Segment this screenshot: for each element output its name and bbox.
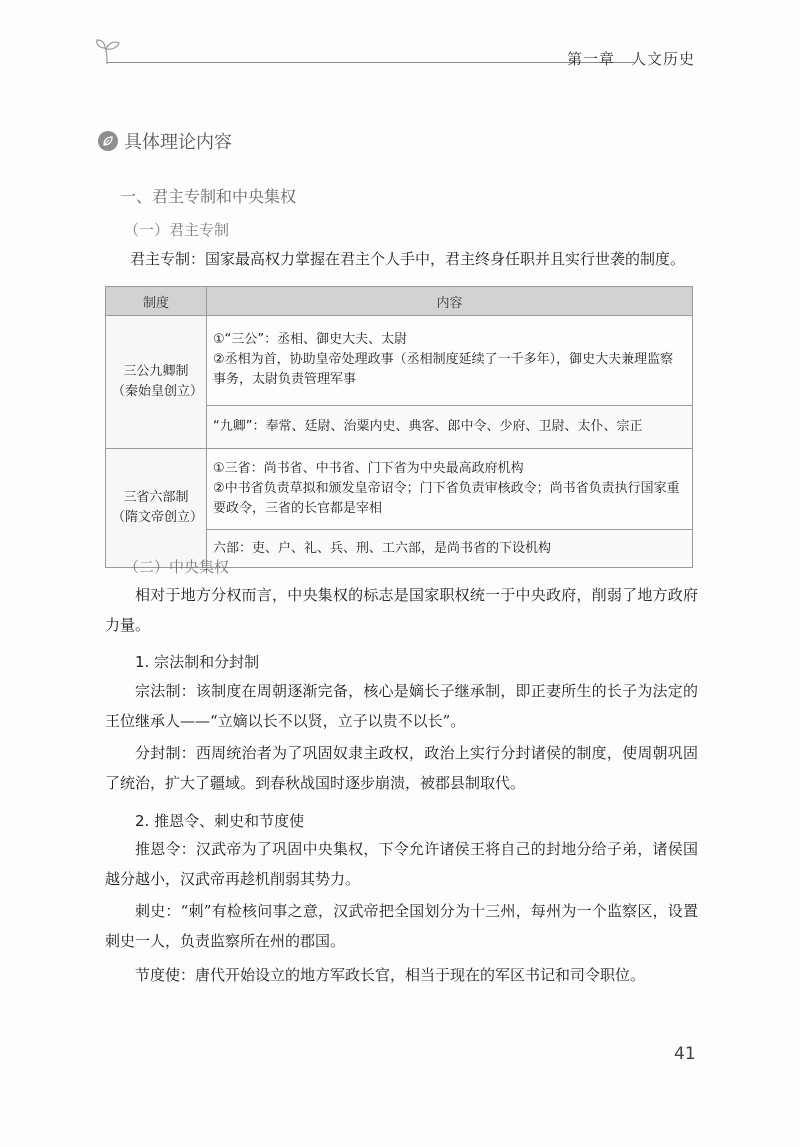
system-name: 三公九卿制: [123, 364, 189, 379]
paragraph-fenfeng: 分封制：西周统治者为了巩固奴隶主政权，政治上实行分封诸侯的制度，使周朝巩固了统治，扩大了疆域。到春秋战国时逐步崩溃，被郡县制取代。: [105, 744, 698, 792]
table-row: [106, 449, 693, 530]
subheading-centralization: （二）中央集权: [124, 558, 230, 576]
paragraph-cishi: 刺史：“刺”有检核问事之意，汉武帝把全国划分为十三州，每州为一个监察区，设置刺史一人，负责监察所在州的郡国。: [105, 902, 698, 950]
system-founder: （隋文帝创立）: [112, 510, 204, 525]
heading-tuien-cishi-jiedushi: 2. 推恩令、刺史和节度使: [135, 812, 305, 830]
page-number: 41: [674, 1044, 696, 1064]
header-rule: [107, 62, 635, 63]
table-header-system: 制度: [106, 287, 207, 316]
system-cell: [106, 449, 207, 568]
content-line: ①“三公”：丞相、御史大夫、太尉: [213, 332, 408, 348]
content-cell: [207, 316, 693, 406]
paragraph-monarchy-definition: 君主专制：国家最高权力掌握在君主个人手中，君主终身任职并且实行世袭的制度。: [130, 250, 686, 268]
content-line: ②丞相为首，协助皇帝处理政事（丞相制度延续了一千多年），御史大夫兼理监察事务，太尉负责管理军事: [213, 352, 674, 388]
content-cell: [207, 530, 693, 568]
paragraph-jiedushi: 节度使：唐代开始设立的地方军政长官，相当于现在的军区书记和司令职位。: [135, 966, 646, 984]
page-header: [95, 34, 695, 74]
chapter-title: 人文历史: [630, 50, 695, 68]
heading-zongfa-fenfeng: 1. 宗法制和分封制: [135, 653, 260, 671]
table-header-row: [106, 287, 693, 316]
section-heading: [98, 128, 232, 154]
system-founder: （秦始皇创立）: [112, 384, 204, 399]
heading-monarchy-centralization: 一、君主专制和中央集权: [120, 187, 297, 206]
section-title: 具体理论内容: [124, 132, 232, 153]
content-line: ①三省：尚书省、中书省、门下省为中央最高政府机构: [213, 461, 524, 477]
table-header-content: 内容: [207, 287, 693, 316]
content-cell: [207, 449, 693, 530]
subheading-monarchy: （一）君主专制: [124, 221, 230, 239]
table-row: [106, 316, 693, 406]
paragraph-centralization: 相对于地方分权而言，中央集权的标志是国家职权统一于中央政府，削弱了地方政府力量。: [105, 586, 698, 634]
content-cell: [207, 405, 693, 448]
system-cell: [106, 316, 207, 449]
paragraph-zongfa: 宗法制：该制度在周朝逐渐完备，核心是嫡长子继承制，即正妻所生的长子为法定的王位继承人——“立嫡以长不以贤，立子以贵不以长”。: [105, 682, 698, 730]
content-line: ②中书省负责草拟和颁发皇帝诏令；门下省负责审核政令；尚书省负责执行国家重要政令，三省的长官都是宰相: [213, 481, 680, 517]
paragraph-tuien: 推恩令：汉武帝为了巩固中央集权，下令允许诸侯王将自己的封地分给子弟，诸侯国越分越小，汉武帝再趁机削弱其势力。: [105, 840, 698, 888]
system-table: [105, 286, 693, 568]
content-line: “九卿”：奉常、廷尉、治粟内史、典客、郎中令、少府、卫尉、太仆、宗正: [213, 418, 643, 434]
chapter-number: 第一章: [566, 50, 615, 68]
chapter-label: [567, 48, 695, 69]
content-line: 六部：吏、户、礼、兵、刑、工六部，是尚书省的下设机构: [213, 540, 552, 556]
leaf-badge-icon: [98, 131, 118, 151]
system-name: 三省六部制: [123, 490, 189, 505]
